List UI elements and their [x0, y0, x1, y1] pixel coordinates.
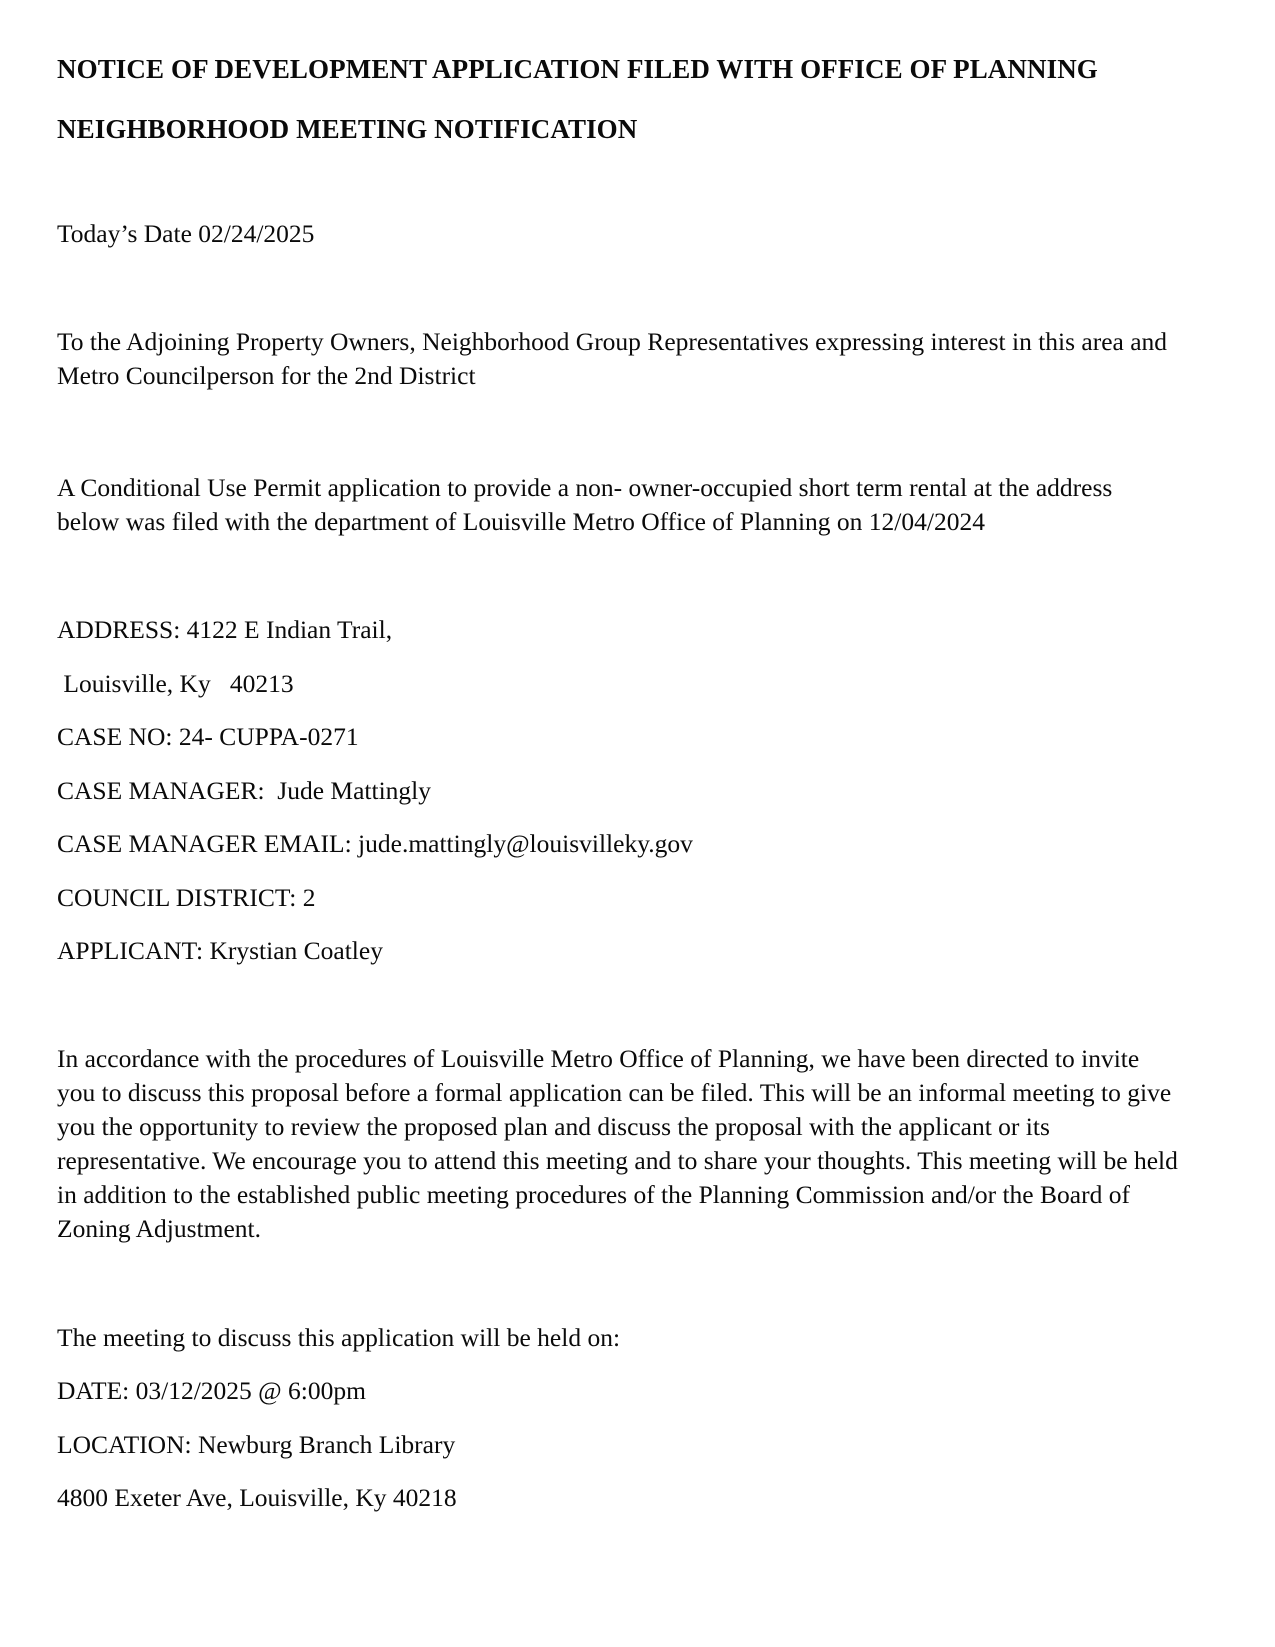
- document-title-line-2: NEIGHBORHOOD MEETING NOTIFICATION: [57, 114, 638, 144]
- case-manager-email: CASE MANAGER EMAIL: jude.mattingly@louisvilleky.gov: [57, 829, 693, 859]
- meeting-location: LOCATION: Newburg Branch Library: [57, 1429, 456, 1459]
- spacer: [57, 247, 1180, 325]
- spacer: [57, 143, 1180, 221]
- addressee-paragraph: To the Adjoining Property Owners, Neighborhood Group Representatives expressing interest in this area and Metro Councilperson for the 2nd District: [57, 326, 1168, 390]
- spacer: [57, 393, 1180, 471]
- application-paragraph: A Conditional Use Permit application to provide a non- owner-occupied short term rental at the address below was filed with the department of Louisville Metro Office of Planning on 12/04/2024: [57, 472, 1113, 536]
- meeting-date: DATE: 03/12/2025 @ 6:00pm: [57, 1376, 366, 1406]
- case-number: CASE NO: 24- CUPPA-0271: [57, 722, 359, 752]
- spacer: [57, 964, 1180, 1042]
- applicant: APPLICANT: Krystian Coatley: [57, 936, 383, 966]
- meeting-details-block: [57, 1322, 1180, 1513]
- address-line-1: ADDRESS: 4122 E Indian Trail,: [57, 615, 393, 645]
- spacer: [57, 1247, 1180, 1325]
- document-body: [57, 44, 1180, 1511]
- case-manager: CASE MANAGER: Jude Mattingly: [57, 775, 432, 805]
- document-title-line-1: NOTICE OF DEVELOPMENT APPLICATION FILED WITH OFFICE OF PLANNING: [57, 54, 1098, 84]
- todays-date-line: Today’s Date 02/24/2025: [57, 219, 315, 248]
- procedures-paragraph: In accordance with the procedures of Louisville Metro Office of Planning, we have been directed to invite you to discuss this proposal before a formal application can be filed. This will be an informal meeting to give you the opportunity to review the proposed plan and discuss the proposal with the applicant or its representative. We encourage you to attend this meeting and to share your thoughts. This meeting will be held in addition to the established public meeting procedures of the Planning Commission and/or the Board of Zoning Adjustment.: [57, 1043, 1178, 1244]
- case-details-block: [57, 617, 1180, 964]
- meeting-location-address: 4800 Exeter Ave, Louisville, Ky 40218: [57, 1483, 457, 1513]
- address-line-2: Louisville, Ky 40213: [57, 668, 294, 698]
- meeting-intro: The meeting to discuss this application will be held on:: [57, 1322, 621, 1352]
- spacer: [57, 539, 1180, 617]
- council-district: COUNCIL DISTRICT: 2: [57, 882, 316, 912]
